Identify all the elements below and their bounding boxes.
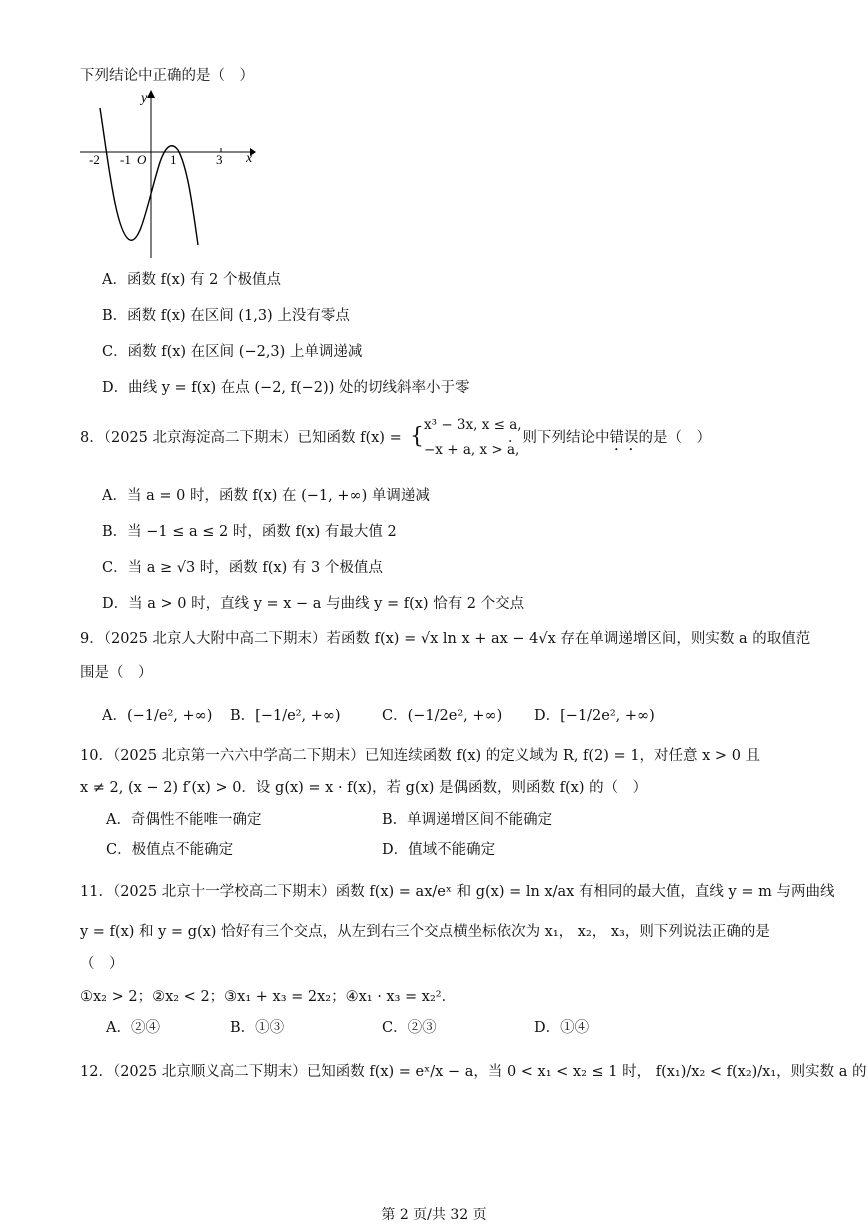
q8-stem: 8．（2025 北京海淀高二下期末）已知函数 f(x) = (80, 430, 402, 446)
q7-option-a[interactable]: A．函数 f(x) 有 2 个极值点 (102, 272, 282, 288)
q10-stem-2: x ≠ 2, (x − 2) f′(x) > 0．设 g(x) = x · f(x)，若 g(x) 是偶函数，则函数 f(x) 的（ ） (80, 780, 648, 796)
q10-option-a[interactable]: A．奇偶性不能唯一确定 (106, 812, 262, 828)
q8-stem-post: ．则下列结论中错误的是（ ） (508, 430, 711, 446)
q9-stem-2: 围是（ ） (80, 665, 153, 681)
q10-option-d[interactable]: D．值域不能确定 (382, 842, 496, 858)
q12-stem: 12．（2025 北京顺义高二下期末）已知函数 f(x) = eˣ/x − a，当 0 < x₁ < x₂ ≤ 1 时， f(x₁)/x₂ < f(x₂)/x₁，则实数 a 的 (80, 1064, 867, 1080)
q7-graph (78, 90, 256, 258)
tick-label-neg1: -1 (120, 152, 131, 167)
origin-label: O (137, 152, 147, 167)
q10-option-c[interactable]: C．极值点不能确定 (106, 842, 234, 858)
q7-stem: 下列结论中正确的是（ ） (80, 68, 254, 84)
q11-stem-2: y = f(x) 和 y = g(x) 恰好有三个交点，从左到右三个交点横坐标依次为 x₁， x₂， x₃，则下列说法正确的是 (80, 924, 770, 940)
tick-label-1: 1 (170, 152, 177, 167)
q9-option-d[interactable]: D．[−1/2e², +∞) (534, 708, 655, 724)
q7-option-c[interactable]: C．函数 f(x) 在区间 (−2,3) 上单调递减 (102, 344, 363, 360)
q9-option-c[interactable]: C．(−1/2e², +∞) (382, 708, 503, 724)
tick-label-3: 3 (216, 152, 223, 167)
q11-option-d[interactable]: D．①④ (534, 1020, 590, 1036)
q8-option-c[interactable]: C．当 a ≥ √3 时，函数 f(x) 有 3 个极值点 (102, 560, 383, 576)
q8-option-a[interactable]: A．当 a = 0 时，函数 f(x) 在 (−1, +∞) 单调递减 (102, 488, 430, 504)
q9-option-a[interactable]: A．(−1/e², +∞) (102, 708, 213, 724)
q11-stem: 11．（2025 北京十一学校高二下期末）函数 f(x) = ax/eˣ 和 g(x) = ln x/ax 有相同的最大值，直线 y = m 与两曲线 (80, 884, 835, 900)
tick-label-neg2: -2 (89, 152, 100, 167)
q9-stem: 9．（2025 北京人大附中高二下期末）若函数 f(x) = √x ln x + ax − 4√x 存在单调递增区间，则实数 a 的取值范 (80, 631, 811, 647)
q11-stem-3: （ ） (80, 956, 124, 972)
q8-emphasis: 错误 (609, 430, 639, 446)
q8-piece1: x³ − 3x, x ≤ a, (424, 417, 522, 433)
q11-option-a[interactable]: A．②④ (106, 1020, 160, 1036)
q11-option-b[interactable]: B．①③ (230, 1020, 285, 1036)
q7-option-d[interactable]: D．曲线 y = f(x) 在点 (−2, f(−2)) 处的切线斜率小于零 (102, 380, 470, 396)
q11-option-c[interactable]: C．②③ (382, 1020, 437, 1036)
q7-option-b[interactable]: B．函数 f(x) 在区间 (1,3) 上没有零点 (102, 308, 350, 324)
q8-number: 8． (80, 430, 104, 446)
page-footer: 第 2 页/共 32 页 (381, 1207, 487, 1223)
q8-option-b[interactable]: B．当 −1 ≤ a ≤ 2 时，函数 f(x) 有最大值 2 (102, 524, 397, 540)
y-axis-label: y (141, 91, 148, 106)
x-axis-label: x (246, 151, 253, 166)
q8-option-d[interactable]: D．当 a > 0 时，直线 y = x − a 与曲线 y = f(x) 恰有 2 个交点 (102, 596, 525, 612)
q10-option-b[interactable]: B．单调递增区间不能确定 (382, 812, 553, 828)
q10-stem: 10．（2025 北京第一六六中学高二下期末）已知连续函数 f(x) 的定义域为 R, f(2) = 1，对任意 x > 0 且 (80, 748, 761, 764)
q8-brace: { (410, 424, 424, 449)
q11-conditions: ①x₂ > 2；②x₂ < 2；③x₁ + x₃ = 2x₂；④x₁ · x₃ = x₂²． (80, 989, 457, 1005)
q9-option-b[interactable]: B．[−1/e², +∞) (230, 708, 341, 724)
q8-piece2: −x + a, x > a, (424, 442, 520, 458)
q8-source: （2025 北京海淀高二下期末） (103, 430, 298, 446)
